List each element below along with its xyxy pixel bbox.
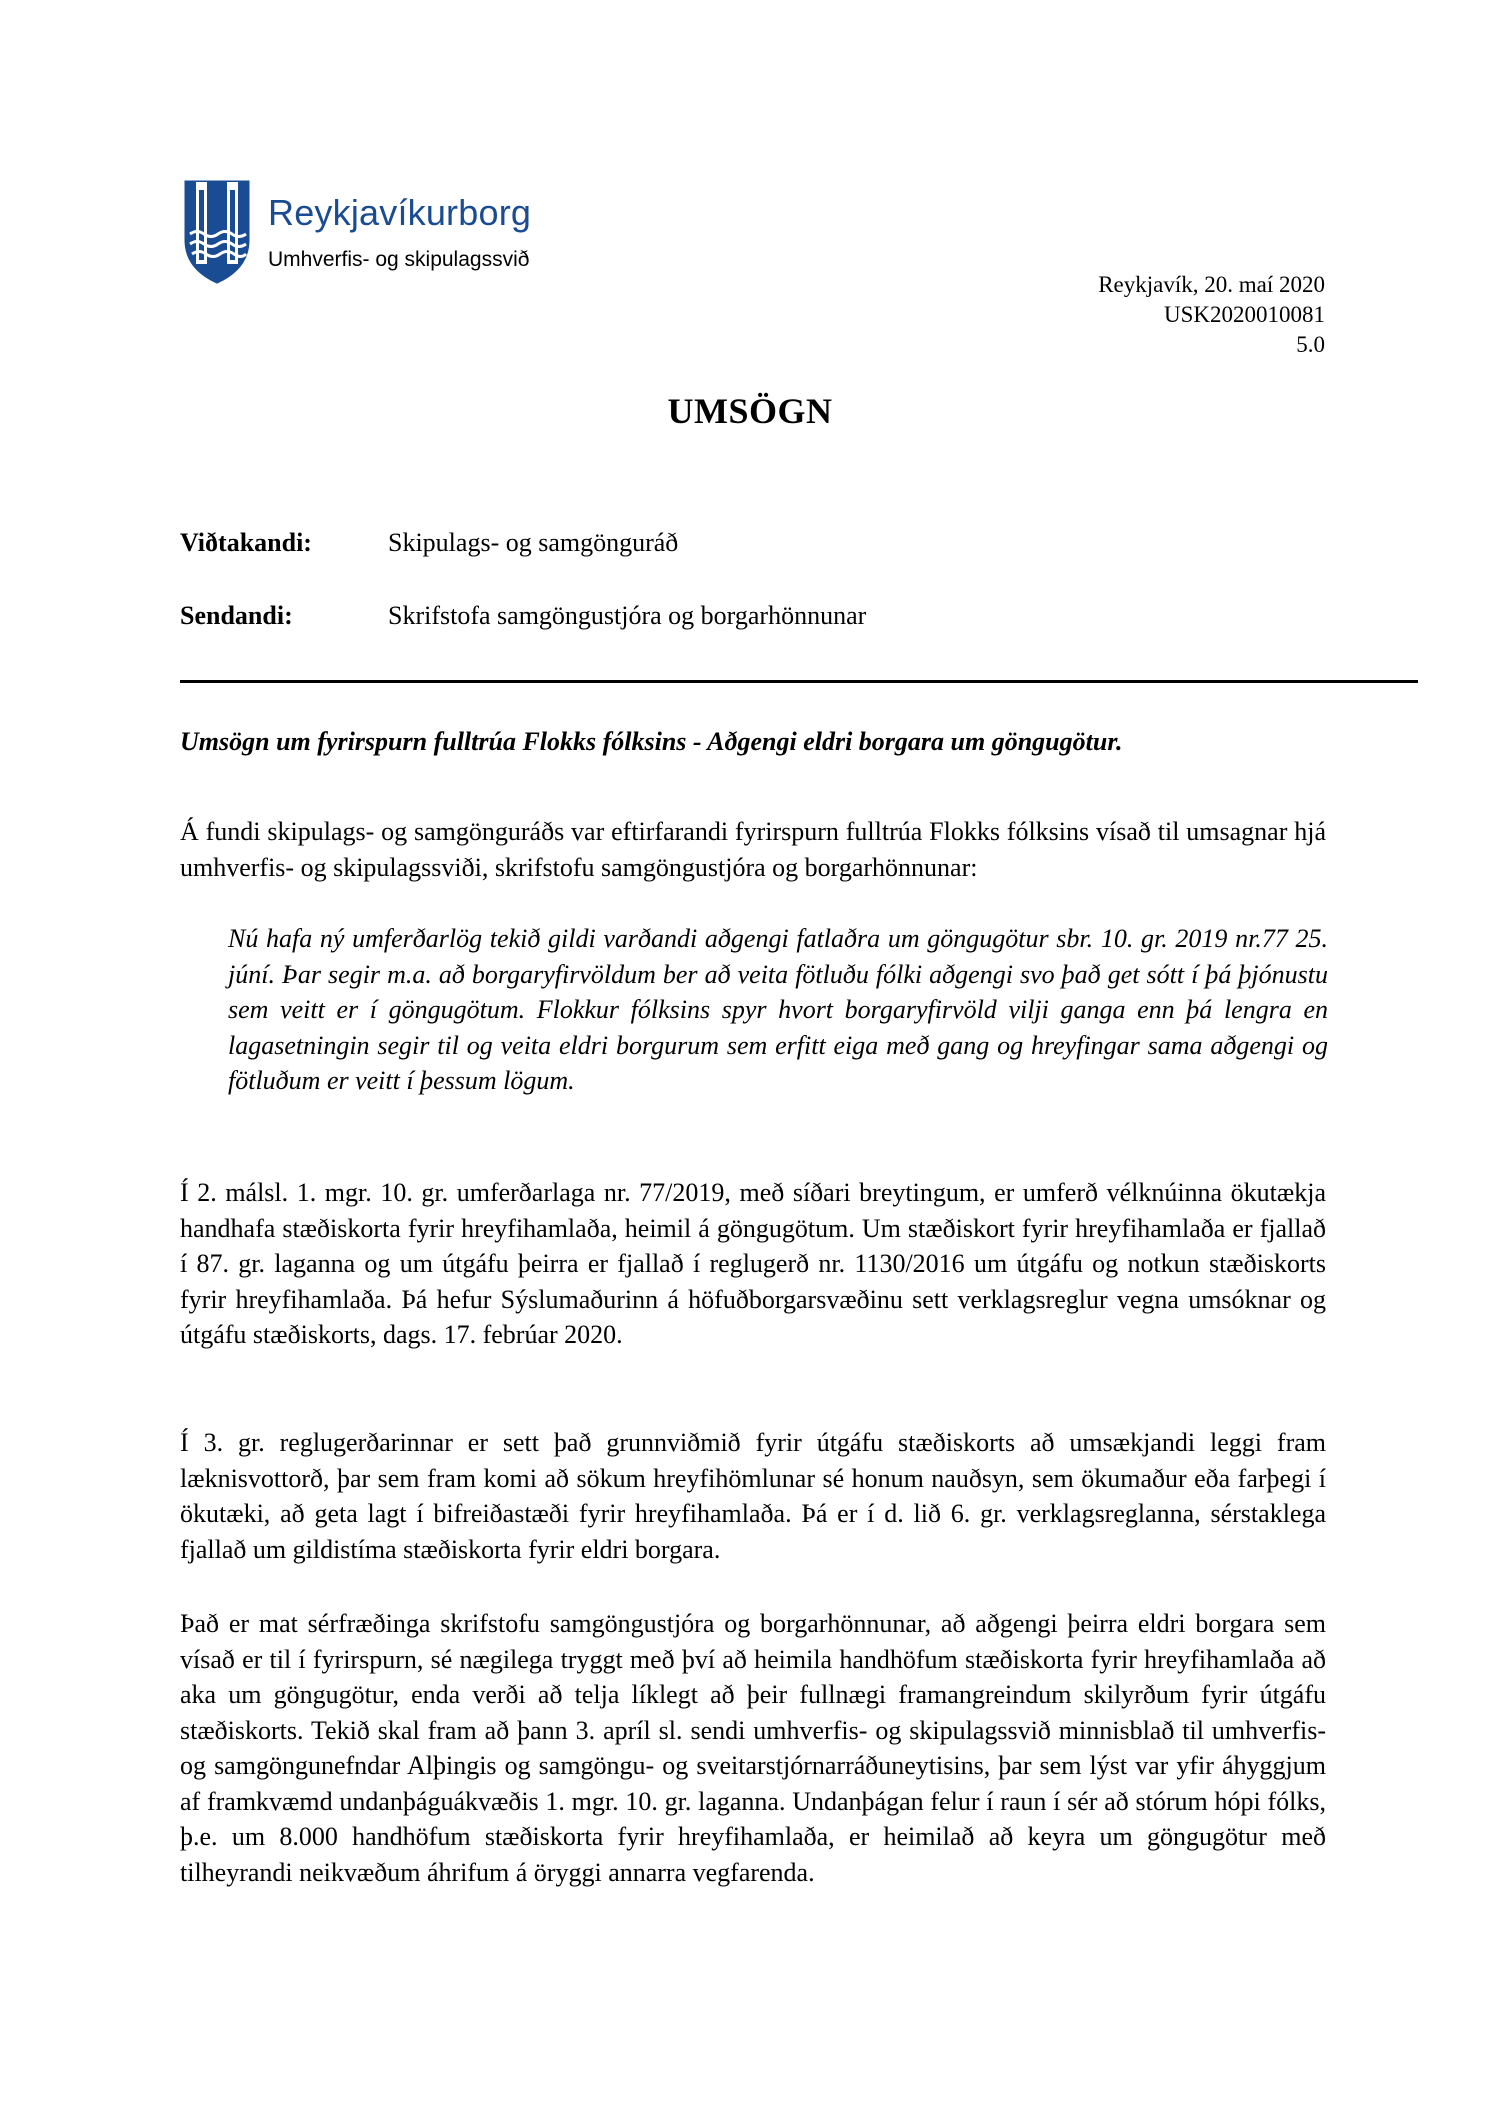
sender-value: Skrifstofa samgöngustjóra og borgarhönnunar (388, 601, 867, 630)
paragraph-4: Það er mat sérfræðinga skrifstofu samgöngustjóra og borgarhönnunar, að aðgengi þeirra eldri borgara sem vísað er til í fyrirspurn, sé nægilega tryggt með því að heimila handhöfum stæðiskorta fyrir hreyfihamlaða að aka um göngugötur, enda verði að telja líklegt að þeir fullnægi framangreindum skilyrðum fyrir útgáfu stæðiskorts. Tekið skal fram að þann 3. apríl sl. sendi umhverfis- og skipulagssvið minnisblað til umhverfis- og samgöngunefndar Alþingis og samgöngu- og sveitarstjórnarráðuneytisins, þar sem lýst var yfir áhyggjum af framkvæmd undanþáguákvæðis 1. mgr. 10. gr. laganna. Undanþágan felur í raun í sér að stórum hópi fólks, þ.e. um 8.000 handhöfum stæðiskorta fyrir hreyfihamlaða, er heimilað að keyra um göngugötur með tilheyrandi neikvæðum áhrifum á öryggi annarra vegfarenda. (180, 1609, 1326, 1887)
city-coat-of-arms-icon (182, 178, 252, 284)
case-number: USK2020010081 (1163, 302, 1325, 327)
subject-heading: Umsögn um fyrirspurn fulltrúa Flokks fólksins - Aðgengi eldri borgara um göngugötur. (180, 727, 1123, 756)
recipient-label: Viðtakandi: (180, 528, 312, 557)
organization-name: Reykjavíkurborg (268, 192, 532, 233)
recipient-value: Skipulags- og samgönguráð (388, 528, 679, 557)
sender-label: Sendandi: (180, 601, 293, 630)
paragraph-intro: Á fundi skipulags- og samgönguráðs var eftirfarandi fyrirspurn fulltrúa Flokks fólksins vísað til umsagnar hjá umhverfis- og skipulagssviði, skrifstofu samgöngustjóra og borgarhönnunar: (180, 817, 1326, 882)
letterhead-logo (182, 178, 562, 286)
recipient-row (180, 528, 678, 558)
department-name: Umhverfis- og skipulagssvið (268, 248, 530, 271)
quoted-inquiry: Nú hafa ný umferðarlög tekið gildi varðandi aðgengi fatlaðra um göngugötur sbr. 10. gr. 2019 nr.77 25. júní. Þar segir m.a. að borgaryfirvöldum ber að veita fötluðu fólki aðgengi svo það get sótt í þá þjónustu sem veitt er í göngugötum. Flokkur fólksins spyr hvort borgaryfirvöld vilji ganga enn þá lengra en lagasetningin segir til og veita eldri borgurum sem erfitt eiga með gang og hreyfingar sama aðgengi og fötluðum er veitt í þessum lögum. (228, 924, 1328, 1095)
place-date: Reykjavík, 20. maí 2020 (1098, 272, 1325, 297)
document-title: UMSÖGN (667, 391, 833, 431)
divider-line (180, 680, 1418, 683)
paragraph-2: Í 2. málsl. 1. mgr. 10. gr. umferðarlaga nr. 77/2019, með síðari breytingum, er umferð vélknúinna ökutækja handhafa stæðiskorta fyrir hreyfihamlaða, heimil á göngugötum. Um stæðiskort fyrir hreyfihamlaða er fjallað í 87. gr. laganna og um útgáfu þeirra er fjallað í reglugerð nr. 1130/2016 um útgáfu og notkun stæðiskorts fyrir hreyfihamlaða. Þá hefur Sýslumaðurinn á höfuðborgarsvæðinu sett verklagsreglur vegna umsóknar og útgáfu stæðiskorts, dags. 17. febrúar 2020. (180, 1178, 1326, 1349)
document-meta (1098, 270, 1325, 360)
paragraph-3: Í 3. gr. reglugerðarinnar er sett það grunnviðmið fyrir útgáfu stæðiskorts að umsækjandi leggi fram læknisvottorð, þar sem fram komi að sökum hreyfihömlunar sé honum nauðsyn, sem ökumaður eða farþegi í ökutæki, að geta lagt í bifreiðastæði fyrir hreyfihamlaða. Þá er í d. lið 6. gr. verklagsreglanna, sérstaklega fjallað um gildistíma stæðiskorta fyrir eldri borgara. (180, 1428, 1326, 1564)
sender-row (180, 601, 866, 631)
version-number: 5.0 (1296, 332, 1325, 357)
